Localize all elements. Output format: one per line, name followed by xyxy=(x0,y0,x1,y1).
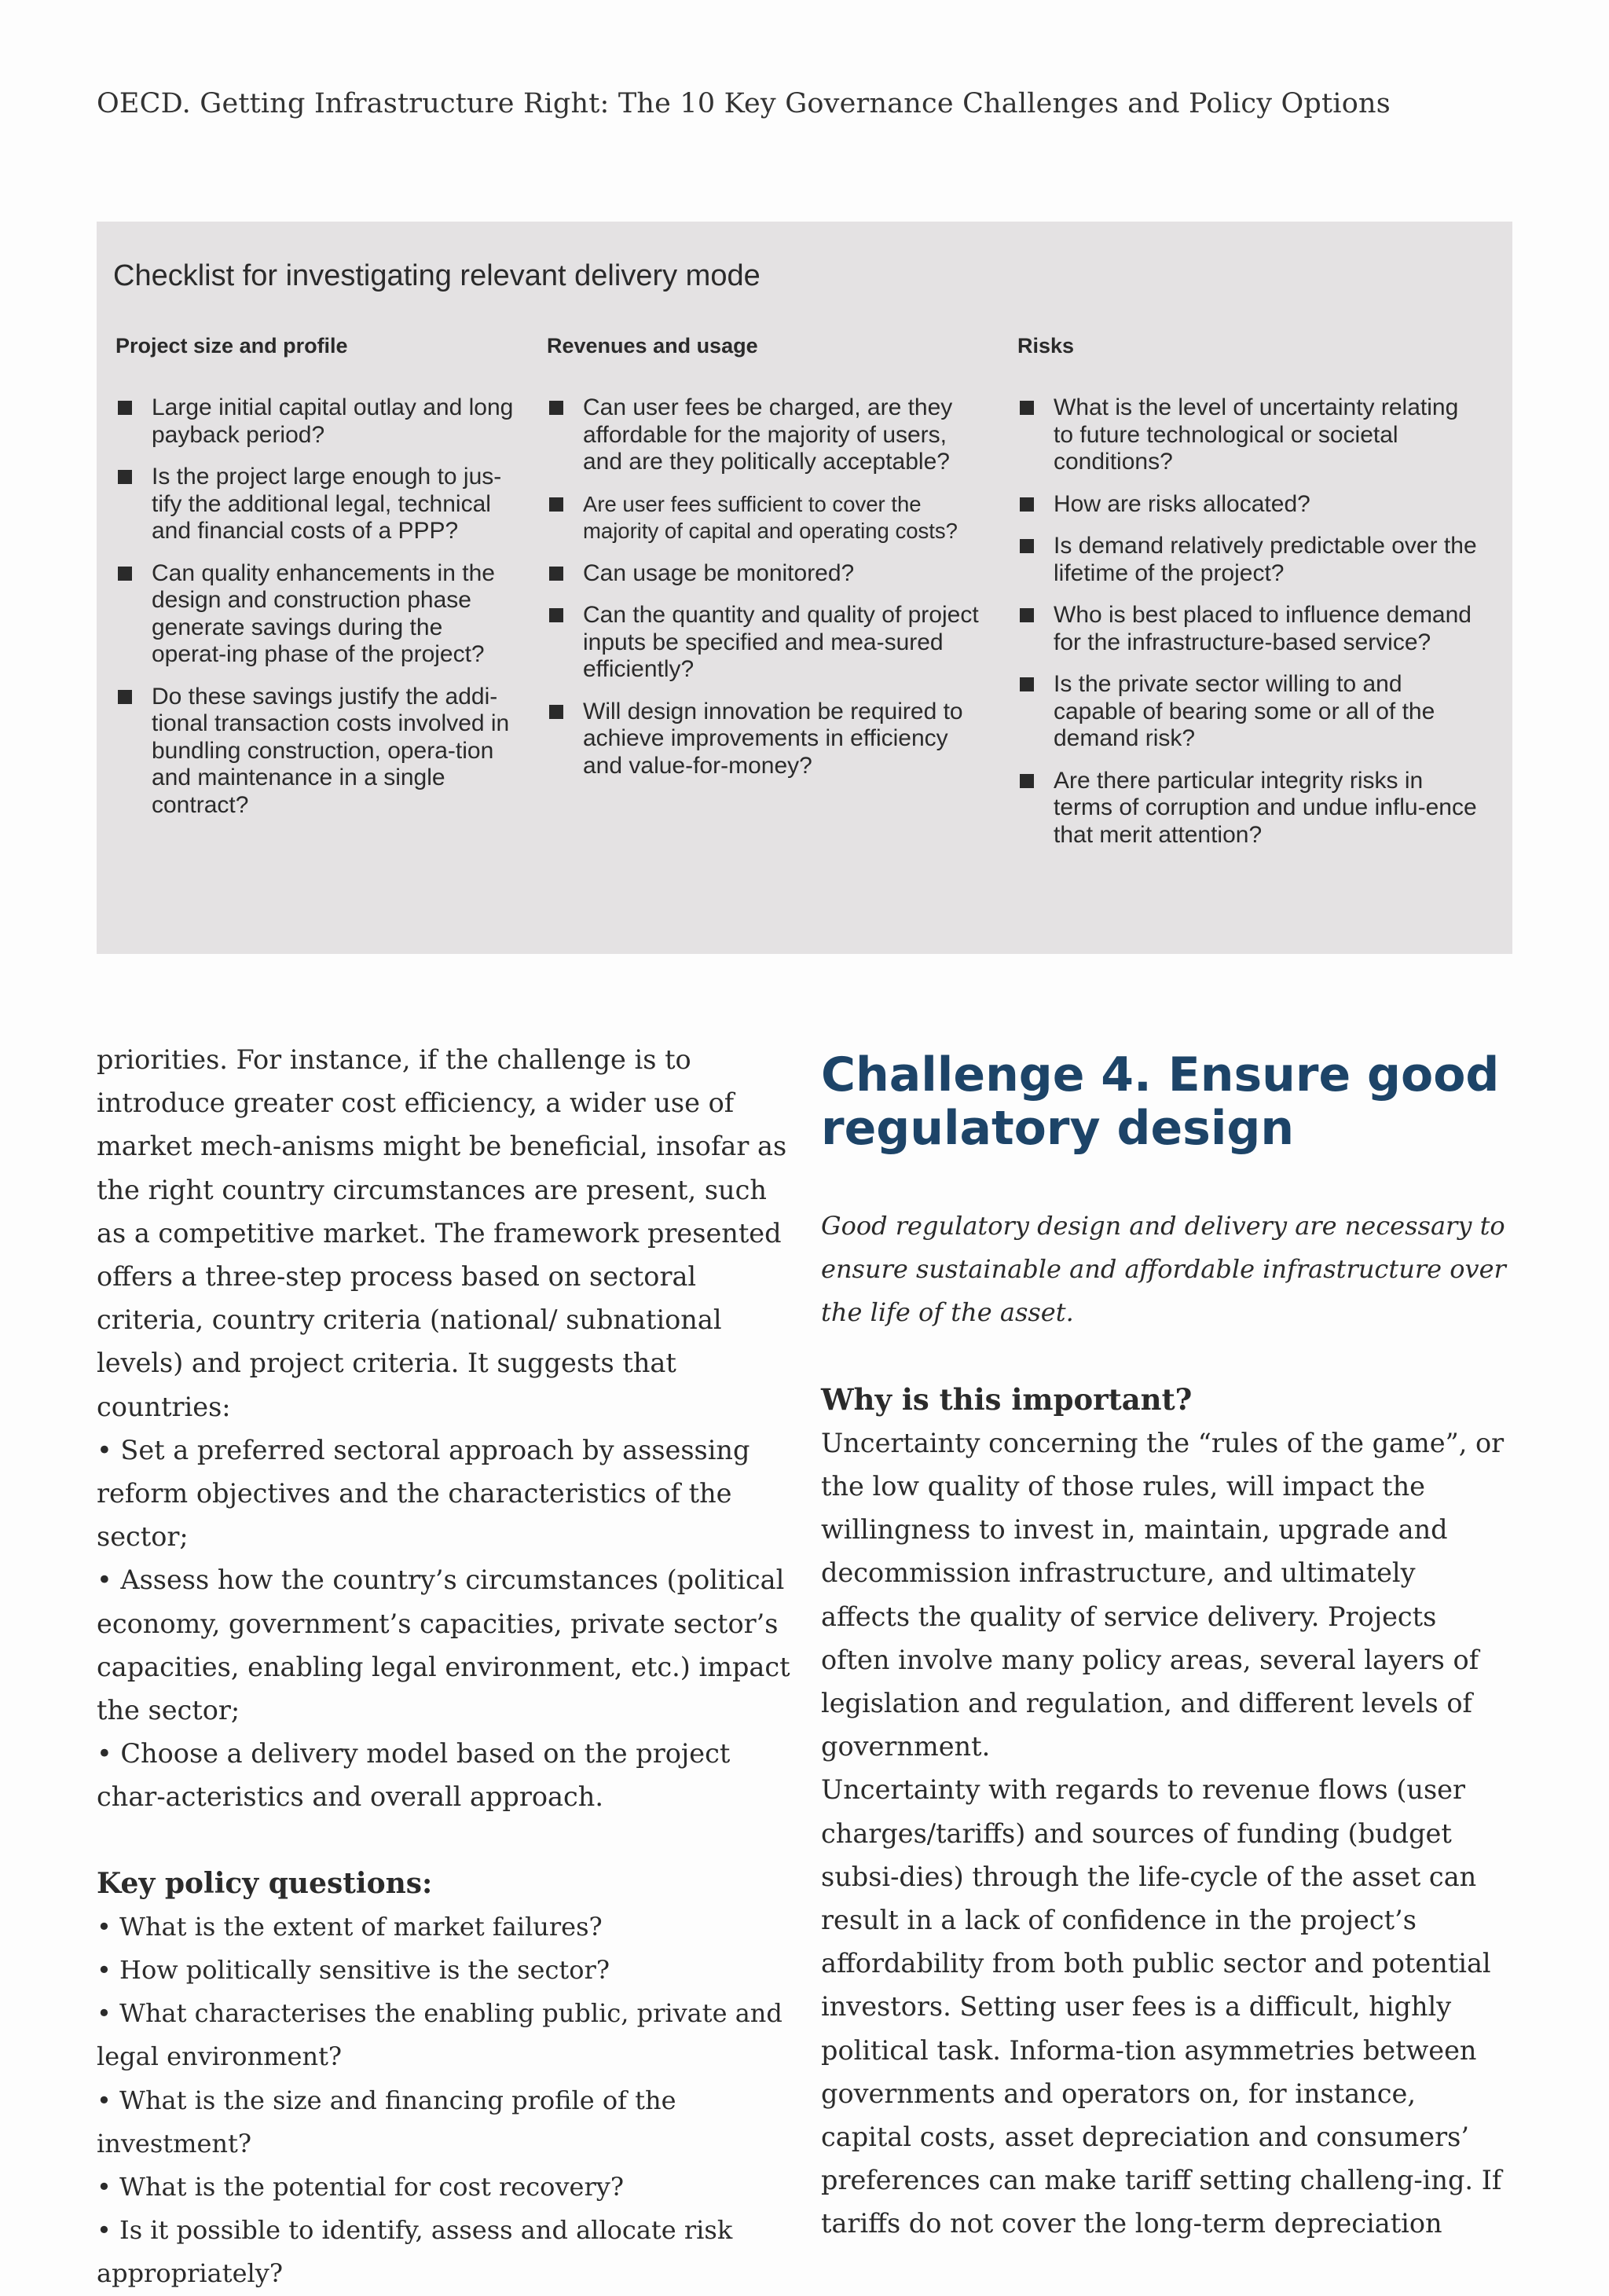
checklist-item: Do these savings justify the addi-tional transaction costs involved in bundling construction, opera-tion and maintenance in a single contract? xyxy=(115,684,516,820)
right-text-column xyxy=(821,1038,1512,2246)
key-policy-questions-list xyxy=(97,1905,792,2296)
square-bullet-icon xyxy=(118,690,132,704)
checklist-item: What is the level of uncertainty relating to future technological or societal conditions? xyxy=(1017,394,1481,476)
square-bullet-icon xyxy=(549,567,563,581)
column-heading: Risks xyxy=(1017,334,1075,358)
body-paragraph: Uncertainty concerning the “rules of the game”, or the low quality of those rules, will impact the willingness to invest in, maintain, upgrade and decommission infrastructure, and ultimately affects the quality of service delivery. Projects often involve many policy areas, several layers of legislation and regulation, and different levels of government. xyxy=(821,1427,1505,1762)
checklist-item: Can usage be monitored? xyxy=(547,560,980,588)
square-bullet-icon xyxy=(1020,677,1034,691)
checklist-item: Can user fees be charged, are they affordable for the majority of users, and are they politically acceptable? xyxy=(547,394,980,476)
checklist-item: Is the project large enough to jus-tify the additional legal, technical and financial costs of a PPP? xyxy=(115,464,516,545)
challenge-title xyxy=(821,1048,1512,1155)
question-item: • What is the size and financing profile of the investment? xyxy=(97,2085,676,2158)
key-policy-questions-heading: Key policy questions: xyxy=(97,1866,433,1900)
checklist-item: Are user fees sufficient to cover the majority of capital and operating costs? xyxy=(547,491,980,545)
step-item: • Assess how the country’s circumstances (political economy, government’s capacities, private sector’s capacities, enabling legal environment, etc.) impact the sector; xyxy=(97,1564,790,1726)
question-item: • What characterises the enabling public, private and legal environment? xyxy=(97,1998,783,2072)
square-bullet-icon xyxy=(118,401,132,415)
checklist-column-risks xyxy=(1017,334,1481,864)
checklist-column-project-size xyxy=(115,334,516,834)
challenge-title-line: regulatory design xyxy=(821,1101,1295,1156)
challenge-title-line: Challenge 4. Ensure good xyxy=(821,1047,1500,1102)
square-bullet-icon xyxy=(549,497,563,512)
question-item: • How politically sensitive is the sector? xyxy=(97,1955,610,1986)
question-item: • Is it possible to identify, assess and allocate risk appropriately? xyxy=(97,2215,733,2289)
left-text-column xyxy=(97,1038,792,2296)
square-bullet-icon xyxy=(1020,497,1034,512)
square-bullet-icon xyxy=(118,470,132,484)
body-paragraph: Uncertainty with regards to revenue flows (user charges/tariffs) and sources of funding (budget subsi-dies) through the life-cycle of the asset can result in a lack of confidence in the project’s affordability from both public sector and potential investors. Setting user fees is a difficult, highly political task. Informa-tion asymmetries between governments and operators on, for instance, capital costs, asset depreciation and consumers’ preferences can make tariff setting challeng-ing. If tariffs do not cover the long-term depreciation xyxy=(821,1774,1502,2239)
body-paragraph: priorities. For instance, if the challenge is to introduce greater cost efficiency, a wider use of market mech-anisms might be beneficial, insofar as the right country circumstances are present, such as a competitive market. The framework presented offers a three-step process based on sectoral criteria, country criteria (national/ subnational levels) and project criteria. It suggests that countries: xyxy=(97,1044,787,1422)
checklist-box xyxy=(97,222,1512,954)
checklist-item: Is demand relatively predictable over the lifetime of the project? xyxy=(1017,533,1481,587)
checklist-title: Checklist for investigating relevant delivery mode xyxy=(113,259,761,292)
square-bullet-icon xyxy=(549,705,563,719)
checklist-item: How are risks allocated? xyxy=(1017,491,1481,519)
square-bullet-icon xyxy=(549,608,563,622)
lede-paragraph: Good regulatory design and delivery are necessary to ensure sustainable and affordable infrastructure over the life of the asset. xyxy=(821,1211,1506,1328)
checklist-item: Can the quantity and quality of project inputs be specified and mea-sured efficiently? xyxy=(547,602,980,684)
column-heading: Project size and profile xyxy=(115,334,348,358)
step-item: • Set a preferred sectoral approach by assessing reform objectives and the characteristics of the sector; xyxy=(97,1434,750,1553)
step-item: • Choose a delivery model based on the project char-acteristics and overall approach. xyxy=(97,1738,731,1813)
square-bullet-icon xyxy=(1020,539,1034,553)
checklist-item: Is the private sector willing to and capable of bearing some or all of the demand risk? xyxy=(1017,671,1481,753)
square-bullet-icon xyxy=(1020,774,1034,788)
column-heading: Revenues and usage xyxy=(547,334,758,358)
square-bullet-icon xyxy=(549,401,563,415)
checklist-column-revenues xyxy=(547,334,980,794)
checklist-item: Will design innovation be required to achieve improvements in efficiency and value-for-money? xyxy=(547,699,980,780)
checklist-item: Large initial capital outlay and long payback period? xyxy=(115,394,516,449)
question-item: • What is the potential for cost recovery? xyxy=(97,2172,624,2202)
question-item: • What is the extent of market failures? xyxy=(97,1911,603,1942)
running-header: OECD. Getting Infrastructure Right: The 10 Key Governance Challenges and Policy Options xyxy=(97,88,1391,119)
why-important-heading: Why is this important? xyxy=(821,1381,1193,1417)
square-bullet-icon xyxy=(1020,608,1034,622)
checklist-item: Who is best placed to influence demand for the infrastructure-based service? xyxy=(1017,602,1481,656)
checklist-item: Can quality enhancements in the design and construction phase generate savings during the operat-ing phase of the project? xyxy=(115,560,516,669)
square-bullet-icon xyxy=(1020,401,1034,415)
checklist-item: Are there particular integrity risks in terms of corruption and undue influ-ence that merit attention? xyxy=(1017,768,1481,849)
square-bullet-icon xyxy=(118,567,132,581)
